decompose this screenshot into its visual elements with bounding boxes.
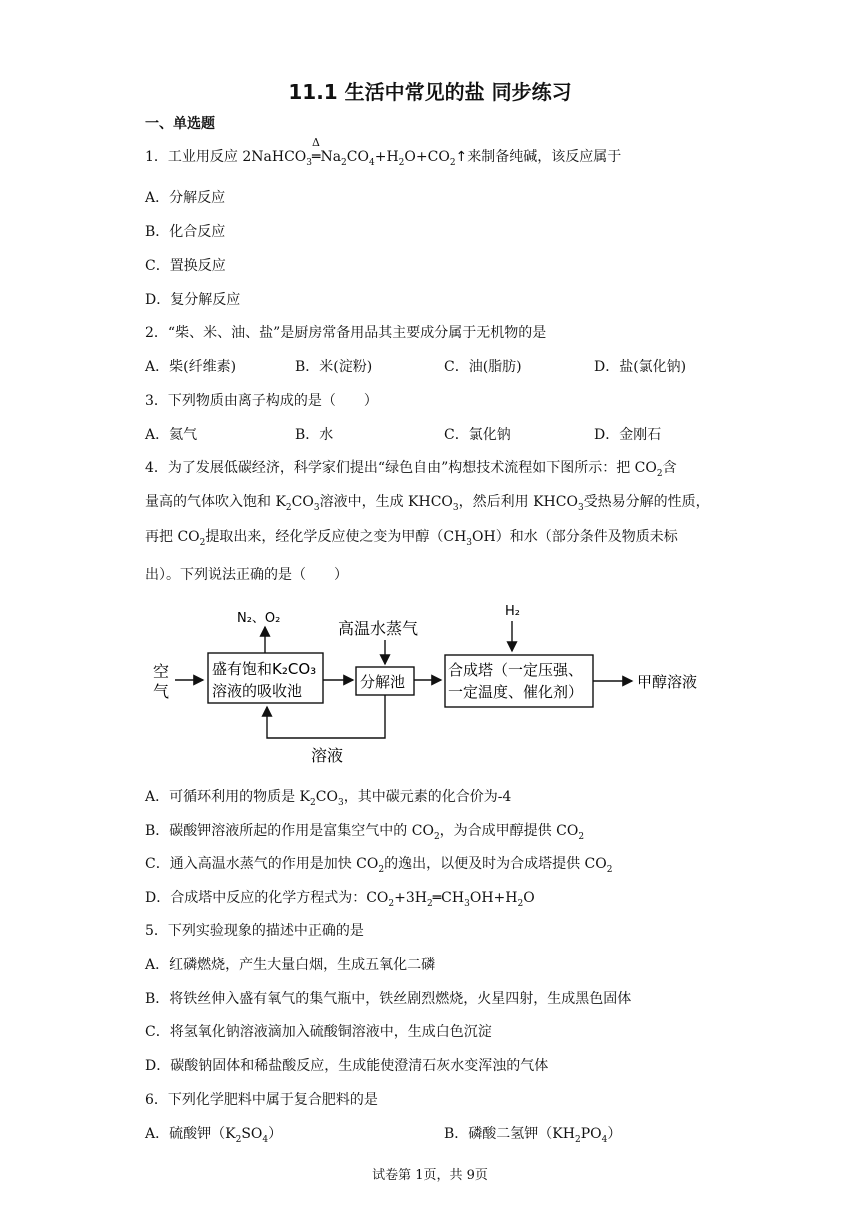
product-label: 甲醇溶液 — [637, 673, 698, 691]
q3-option-c[interactable]: C．氯化钠 — [444, 427, 511, 443]
q1-option-d[interactable]: D．复分解反应 — [145, 292, 241, 308]
q5-option-a[interactable]: A．红磷燃烧，产生大量白烟，生成五氧化二磷 — [145, 957, 436, 973]
q2-option-b[interactable]: B．米(淀粉) — [295, 359, 373, 375]
delta-eq: Δ ═ — [312, 136, 321, 165]
absorption-tank-label-1: 盛有饱和K₂CO₃ — [212, 660, 317, 678]
q2-option-c[interactable]: C．油(脂肪) — [444, 359, 522, 375]
q4-option-c[interactable]: C．通入高温水蒸气的作用是加快 $CO_2$的逸出，以便及时为合成塔提供 $CO_2$ — [145, 856, 613, 875]
q3-option-b[interactable]: B．水 — [295, 427, 334, 443]
recycle-loop — [267, 695, 385, 738]
q4-option-d[interactable]: D．合成塔中反应的化学方程式为：$CO_2+3H_2═CH_3OH+H_2O$ — [145, 890, 535, 909]
synthesis-tower-label-2: 一定温度、催化剂） — [448, 683, 584, 701]
section-heading: 一、单选题 — [145, 116, 215, 132]
q2-option-a[interactable]: A．柴(纤维素) — [145, 359, 237, 375]
question-6: 6．下列化学肥料中属于复合肥料的是 — [145, 1092, 378, 1108]
question-4-line-1: 4．为了发展低碳经济，科学家们提出“绿色自由”构想技术流程如下图所示：把 $CO_2$含 — [145, 460, 677, 479]
q2-option-d[interactable]: D．盐(氯化钠) — [594, 359, 687, 375]
q1-prefix: 1．工业用反应 2NaHCO — [145, 149, 307, 165]
q1-option-a[interactable]: A．分解反应 — [145, 190, 226, 206]
page-title: 11.1 生活中常见的盐 同步练习 — [288, 80, 572, 104]
question-5: 5．下列实验现象的描述中正确的是 — [145, 923, 364, 939]
q4-option-a[interactable]: A．可循环利用的物质是 $K_2CO_3$，其中碳元素的化合价为-4 — [145, 789, 512, 808]
q5-option-c[interactable]: C．将氢氧化钠溶液滴加入硫酸铜溶液中，生成白色沉淀 — [145, 1024, 492, 1040]
process-flow-diagram — [145, 595, 725, 775]
q6-option-a[interactable]: A．硫酸钾$(K_2SO_4)$ — [145, 1126, 283, 1145]
synthesis-tower-label-1: 合成塔（一定压强、 — [448, 661, 584, 679]
page-footer: 试卷第 1页，共 9页 — [372, 1168, 488, 1183]
q5-option-d[interactable]: D．碳酸钠固体和稀盐酸反应，生成能使澄清石灰水变浑浊的气体 — [145, 1058, 549, 1074]
q1-option-c[interactable]: C．置换反应 — [145, 258, 226, 274]
decomposition-tank-label: 分解池 — [360, 673, 406, 691]
question-4-line-4: 出）。下列说法正确的是（ ） — [145, 567, 348, 583]
question-3: 3．下列物质由离子构成的是（ ） — [145, 393, 378, 409]
arrow-up-icon: ↑ — [455, 149, 468, 165]
air-label-2: 气 — [153, 682, 170, 701]
question-4-line-3: 再把 $CO_2$提取出来，经化学反应使之变为甲醇$(CH_3OH)$和水（部分条件及物质未标 — [145, 529, 678, 548]
q6-option-b[interactable]: B．磷酸二氢钾$(KH_2PO_4)$ — [444, 1126, 622, 1145]
n2o2-label: N₂、O₂ — [237, 611, 281, 626]
steam-label: 高温水蒸气 — [338, 619, 419, 638]
q3-option-d[interactable]: D．金刚石 — [594, 427, 662, 443]
question-2: 2．“柴、米、油、盐”是厨房常备用品其主要成分属于无机物的是 — [145, 325, 547, 341]
q5-option-b[interactable]: B．将铁丝伸入盛有氧气的集气瓶中，铁丝剧烈燃烧，火星四射，生成黑色固体 — [145, 991, 632, 1007]
q4-option-b[interactable]: B．碳酸钾溶液所起的作用是富集空气中的 $CO_2$，为合成甲醇提供 $CO_2$ — [145, 823, 585, 842]
absorption-tank-label-2: 溶液的吸收池 — [212, 682, 303, 700]
h2-label: H₂ — [505, 604, 520, 619]
q1-option-b[interactable]: B．化合反应 — [145, 224, 226, 240]
air-label-1: 空 — [153, 662, 170, 681]
question-4-line-2: 量高的气体吹入饱和 $K_2CO_3$溶液中，生成 $KHCO_3$，然后利用 $KHCO_3$受热易分解的性质， — [145, 494, 710, 513]
solution-label: 溶液 — [311, 746, 344, 765]
question-1: 1．工业用反应 2NaHCO$_3$ Δ $═Na_2CO_4+H_2O+CO_2↑$来制备纯碱，该反应属于 — [145, 136, 622, 168]
q3-option-a[interactable]: A．氦气 — [145, 427, 198, 443]
